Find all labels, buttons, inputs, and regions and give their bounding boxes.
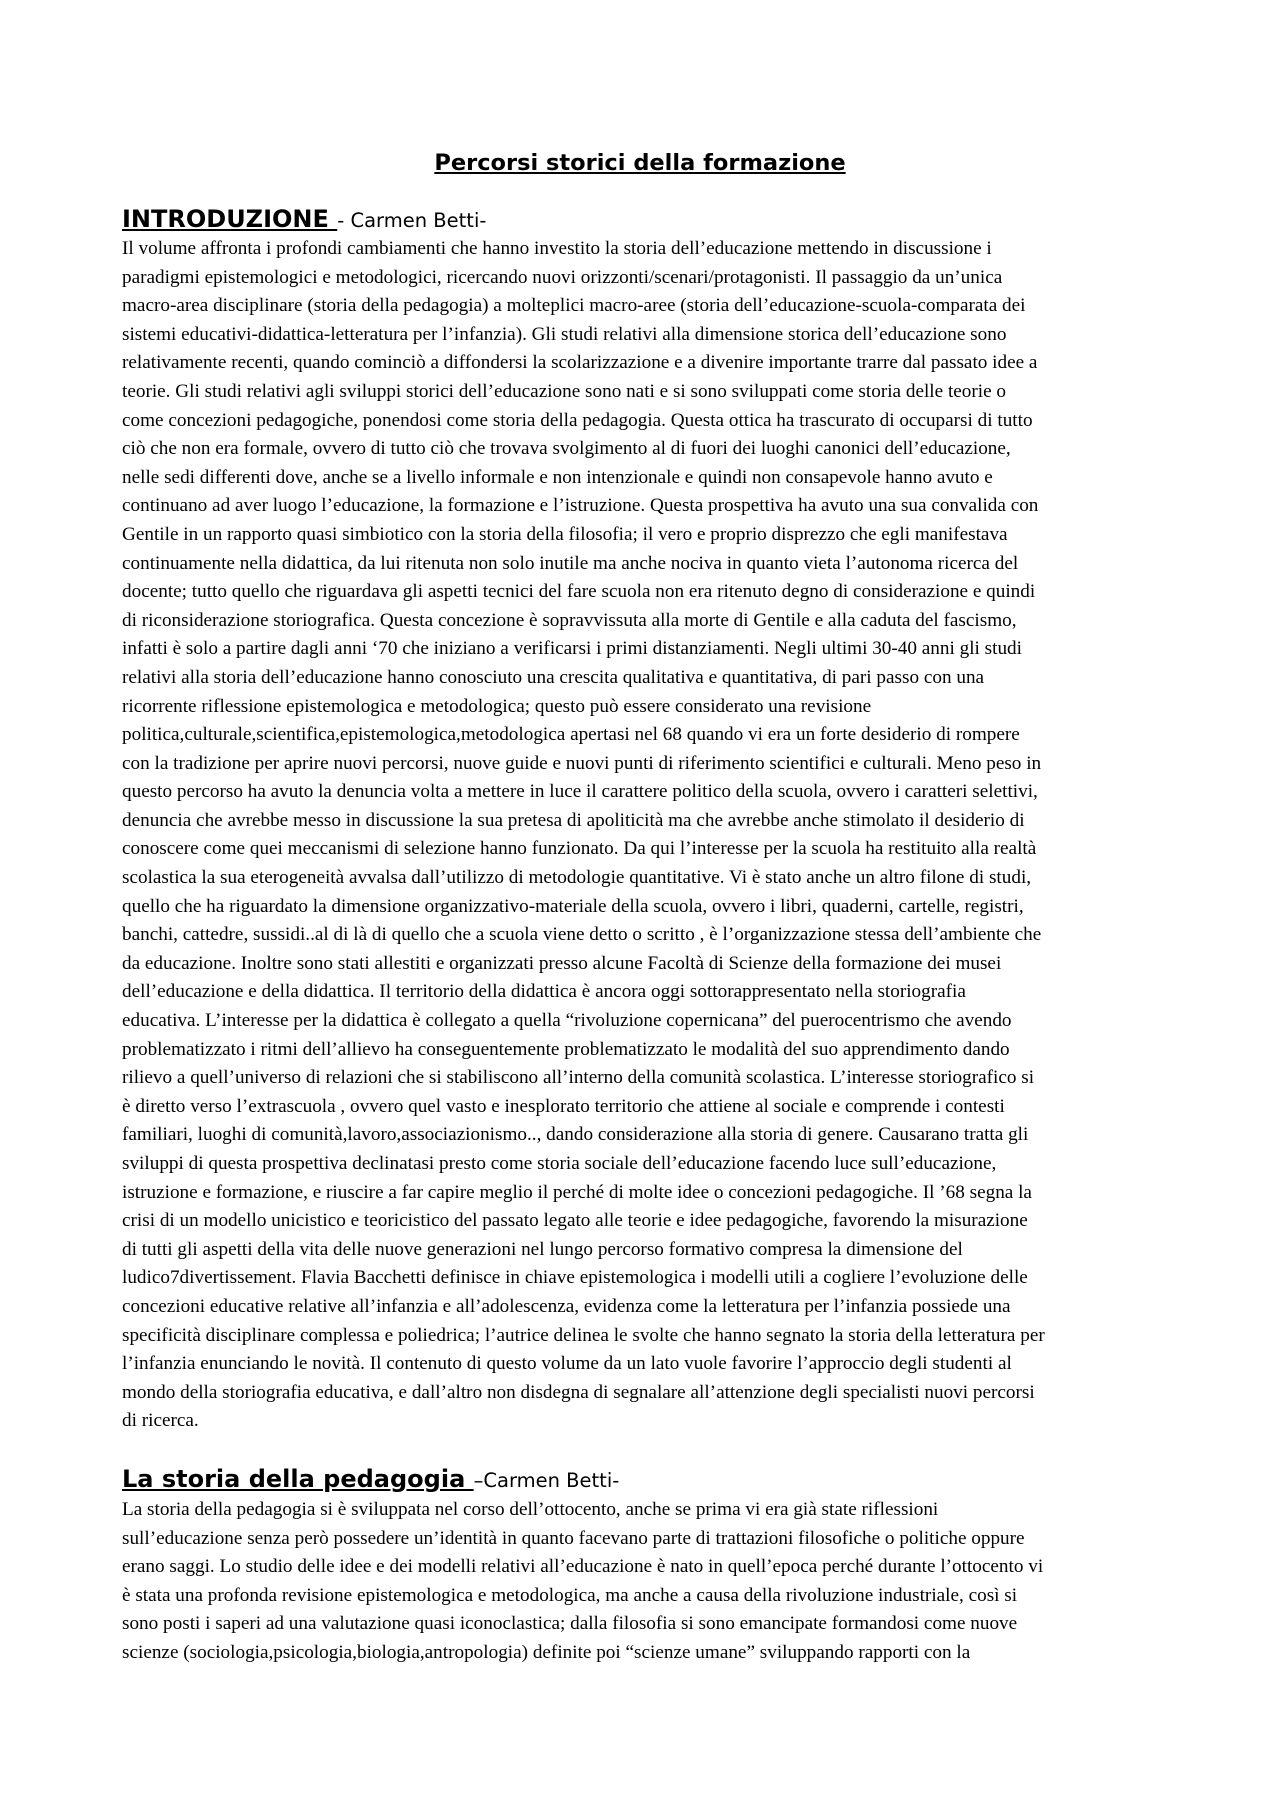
paragraph-line: problematizzato i ritmi dell’allievo ha conseguentemente problematizzato le modalità del suo apprendimento dando (122, 1038, 1010, 1060)
paragraph-line: sviluppi di questa prospettiva declinatasi presto come storia sociale dell’educazione facendo luce sull’educazione, (122, 1153, 997, 1174)
section-heading-storia-pedagogia (122, 1465, 619, 1493)
paragraph-line: dell’educazione e della didattica. Il territorio della didattica è ancora oggi sottorappresentato nella storiografia (122, 981, 966, 1003)
paragraph-line: banchi, cattedre, sussidi..al di là di quello che a scuola viene detto o scritto , è l’organizzazione stessa dell’ambiente che (122, 924, 1042, 946)
paragraph-line: ludico7divertissement. Flavia Bacchetti definisce in chiave epistemologica i modelli utili a cogliere l’evoluzione delle (122, 1267, 1028, 1289)
paragraph-line: di tutti gli aspetti della vita delle nuove generazioni nel lungo percorso formativo compresa la dimensione del (122, 1238, 963, 1260)
paragraph-line: è diretto verso l’extrascuola , ovvero quel vasto e inesplorato territorio che attiene al sociale e comprende i contesti (122, 1095, 1005, 1117)
paragraph-line: ricorrente riflessione epistemologica e metodologica; questo può essere considerato una revisione (122, 695, 872, 717)
paragraph-line: rilievo a quell’universo di relazioni che si stabiliscono all’interno della comunità scolastica. L’interesse storiografico si (122, 1067, 1035, 1089)
paragraph-line: scienze (sociologia,psicologia,biologia,antropologia) definite poi “scienze umane” sviluppando rapporti con la (122, 1641, 971, 1663)
paragraph-line: scolastica la sua eterogeneità avvalsa dall’utilizzo di metodologie quantitative. Vi è stato anche un altro filone di studi, (122, 867, 1032, 889)
paragraph-line: è stata una profonda revisione epistemologica e metodologica, ma anche a causa della rivoluzione industriale, così si (122, 1584, 1018, 1606)
paragraph-line: politica,culturale,scientifica,epistemologica,metodologica apertasi nel 68 quando vi era un forte desiderio di rompere (122, 724, 1020, 746)
paragraph-line: relativi alla storia dell’educazione hanno conosciuto una crescita qualitativa e quantitativa, di pari passo con una (122, 666, 985, 688)
paragraph-line: questo percorso ha avuto la denuncia volta a mettere in luce il carattere politico della scuola, ovvero i caratteri selettivi, (122, 781, 1038, 803)
paragraph-line: educativa. L’interesse per la didattica è collegato a quella “rivoluzione copernicana” del puerocentrismo che avendo (122, 1010, 1012, 1032)
document-title: Percorsi storici della formazione (434, 150, 846, 176)
paragraph-line: continuano ad aver luogo l’educazione, la formazione e l’istruzione. Questa prospettiva ha avuto una sua convalida con (122, 495, 1039, 517)
paragraph-line: infatti è solo a partire dagli anni ‘70 che iniziano a verificarsi i primi distanziamenti. Negli ultimi 30-40 anni gli studi (122, 638, 1022, 660)
paragraph-line: macro-area disciplinare (storia della pedagogia) a molteplici macro-aree (storia dell’educazione-scuola-comparata dei (122, 295, 1026, 317)
paragraph-line: di riconsiderazione storiografica. Questa concezione è sopravvissuta alla morte di Gentile e alla caduta del fascismo, (122, 609, 1017, 631)
paragraph-line: come concezioni pedagogiche, ponendosi come storia della pedagogia. Questa ottica ha trascurato di occuparsi di tutto (122, 409, 1033, 431)
section-heading-introduzione (122, 205, 486, 233)
paragraph-line: ciò che non era formale, ovvero di tutto ciò che trovava svolgimento al di fuori dei luoghi canonici dell’educazione, (122, 438, 1011, 460)
section-body-storia-pedagogia (122, 1496, 1162, 1668)
section-body-introduzione (122, 235, 1162, 1436)
paragraph-line: Il volume affronta i profondi cambiamenti che hanno investito la storia dell’educazione mettendo in discussione i (122, 238, 992, 259)
paragraph-line: paradigmi epistemologici e metodologici, ricercando nuovi orizzonti/scenari/protagonisti. Il passaggio da un’unica (122, 266, 1003, 288)
paragraph-line: nelle sedi differenti dove, anche se a livello informale e non intenzionale e quindi non consapevole hanno avuto e (122, 466, 993, 488)
paragraph-line: da educazione. Inoltre sono stati allestiti e organizzati presso alcune Facoltà di Scienze della formazione dei musei (122, 952, 1002, 974)
paragraph-line: relativamente recenti, quando cominciò a diffondersi la scolarizzazione e a divenire importante trarre dal passato idee a (122, 352, 1038, 374)
paragraph-line: specificità disciplinare complessa e poliedrica; l’autrice delinea le svolte che hanno segnato la storia della letteratura per (122, 1324, 1045, 1346)
section-heading-author: –Carmen Betti- (473, 1469, 620, 1492)
paragraph-line: mondo della storiografia educativa, e dall’altro non disdegna di segnalare all’attenzione degli specialisti nuovi percorsi (122, 1381, 1035, 1403)
paragraph-line: denuncia che avrebbe messo in discussione la sua pretesa di apoliticità ma che avrebbe anche stimolato il desiderio di (122, 809, 1025, 831)
paragraph-line: sono posti i saperi ad una valutazione quasi iconoclastica; dalla filosofia si sono emancipate formandosi come nuove (122, 1613, 1018, 1635)
paragraph-line: di ricerca. (122, 1410, 199, 1432)
paragraph-line: erano saggi. Lo studio delle idee e dei modelli relativi all’educazione è nato in quell’epoca perché durante l’ottocento vi (122, 1556, 1044, 1578)
paragraph-line: conoscere come quei meccanismi di selezione hanno funzionato. Da qui l’interesse per la scuola ha restituito alla realtà (122, 838, 1037, 860)
paragraph-line: quello che ha riguardato la dimensione organizzativo-materiale della scuola, ovvero i libri, quaderni, cartelle, registri, (122, 895, 1024, 917)
paragraph-line: continuamente nella didattica, da lui ritenuta non solo inutile ma anche nociva in quanto vieta l’autonoma ricerca del (122, 552, 1019, 574)
paragraph-line: docente; tutto quello che riguardava gli aspetti tecnici del fare scuola non era ritenuto degno di considerazione e quindi (122, 581, 1036, 603)
paragraph-line: Gentile in un rapporto quasi simbiotico con la storia della filosofia; il vero e proprio disprezzo che egli manifestava (122, 523, 1008, 545)
paragraph-line: sistemi educativi-didattica-letteratura per l’infanzia). Gli studi relativi alla dimensione storica dell’educazione sono (122, 323, 1007, 345)
paragraph-line: La storia della pedagogia si è sviluppata nel corso dell’ottocento, anche se prima vi era già state riflessioni (122, 1499, 939, 1520)
paragraph-line: teorie. Gli studi relativi agli sviluppi storici dell’educazione sono nati e si sono sviluppati come storia delle teorie o (122, 380, 1007, 402)
paragraph-line: l’infanzia enunciando le novità. Il contenuto di questo volume da un lato vuole favorire l’approccio degli studenti al (122, 1353, 1012, 1375)
section-heading-title: La storia della pedagogia (122, 1465, 474, 1493)
section-heading-title: INTRODUZIONE (122, 205, 338, 233)
section-heading-author: - Carmen Betti- (337, 209, 487, 232)
paragraph-line: istruzione e formazione, e riuscire a far capire meglio il perché di molte idee o concezioni pedagogiche. Il ’68 segna la (122, 1181, 1032, 1203)
paragraph-line: crisi di un modello unicistico e teoricistico del passato legato alle teorie e idee pedagogiche, favorendo la misurazione (122, 1210, 1028, 1232)
paragraph-line: concezioni educative relative all’infanzia e all’adolescenza, evidenza come la letteratura per l’infanzia possiede una (122, 1295, 1011, 1317)
paragraph-line: familiari, luoghi di comunità,lavoro,associazionismo.., dando considerazione alla storia di genere. Causarano tratta gli (122, 1124, 1029, 1146)
paragraph-line: con la tradizione per aprire nuovi percorsi, nuove guide e nuovi punti di riferimento scientifici e culturali. Meno peso in (122, 752, 1042, 774)
paragraph-line: sull’educazione senza però possedere un’identità in quanto facevano parte di trattazioni filosofiche o politiche oppure (122, 1527, 1025, 1549)
